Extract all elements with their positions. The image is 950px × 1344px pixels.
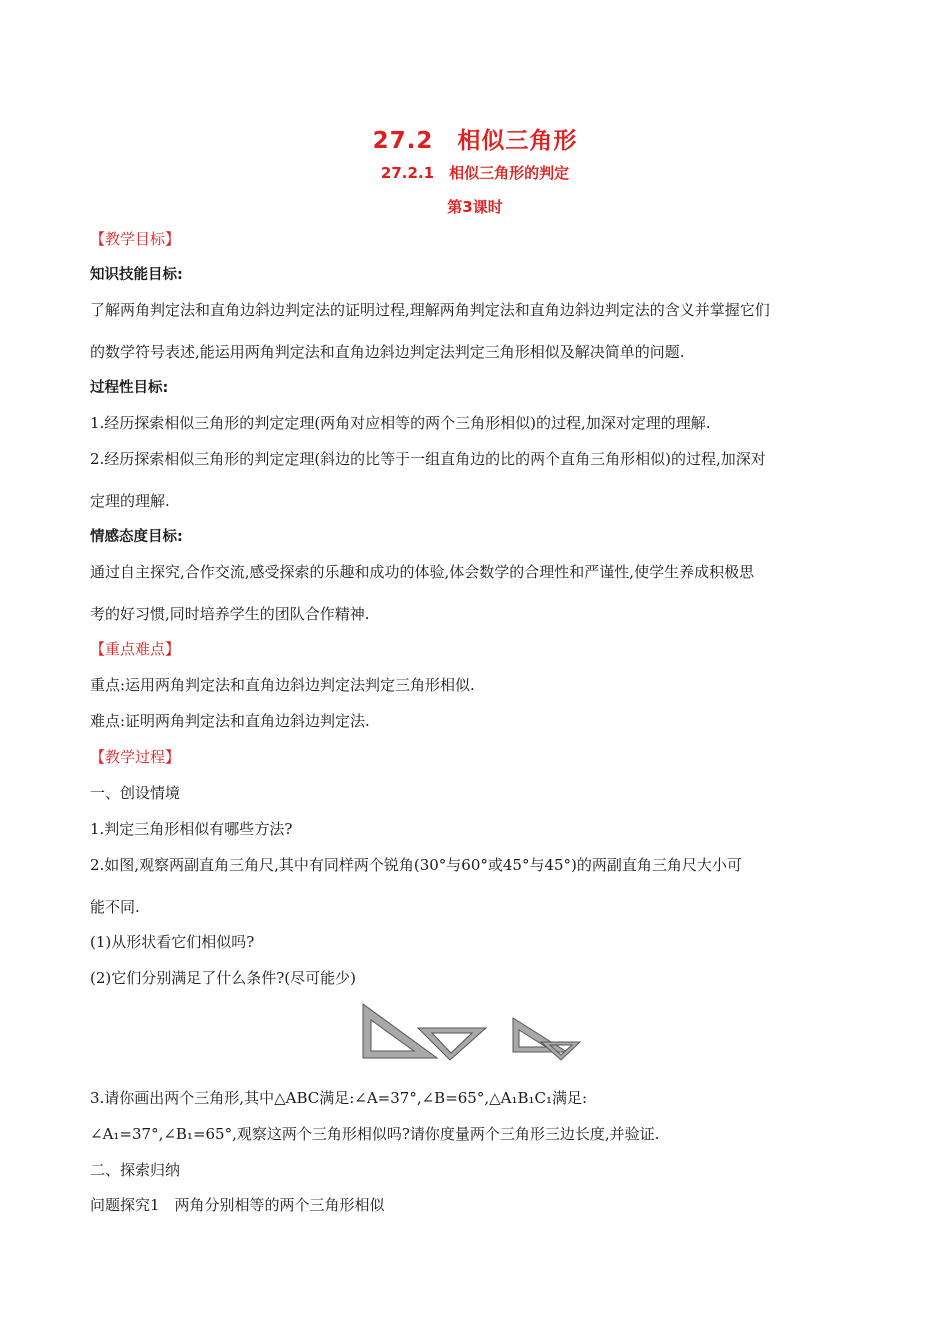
paragraph-line: 通过自主探究,合作交流,感受探索的乐趣和成功的体验,体会数学的合理性和严谨性,使学生养成积极思 — [90, 563, 755, 581]
subheading-knowledge-skill: 知识技能目标: — [90, 267, 183, 283]
paragraph-line: 能不同. — [90, 898, 140, 916]
heading-key-difficult-points: 【重点难点】 — [90, 640, 181, 658]
paragraph-line: (1)从形状看它们相似吗? — [90, 933, 255, 951]
paragraph-line: 问题探究1 两角分别相等的两个三角形相似 — [90, 1196, 385, 1214]
paragraph-line: 2.如图,观察两副直角三角尺,其中有同样两个锐角(30°与60°或45°与45°)的两副直角三角尺大小可 — [90, 856, 742, 874]
paragraph-line: ∠A₁=37°,∠B₁=65°,观察这两个三角形相似吗?请你度量两个三角形三边长度,并验证. — [90, 1125, 660, 1143]
paragraph-line: 1.判定三角形相似有哪些方法? — [90, 820, 293, 838]
paragraph-line: 1.经历探索相似三角形的判定定理(两角对应相等的两个三角形相似)的过程,加深对定理的理解. — [90, 414, 711, 432]
paragraph-line: 重点:运用两角判定法和直角边斜边判定法判定三角形相似. — [90, 676, 475, 694]
paragraph-line: 了解两角判定法和直角边斜边判定法的证明过程,理解两角判定法和直角边斜边判定法的含义并掌握它们 — [90, 301, 770, 319]
paragraph-line: 的数学符号表述,能运用两角判定法和直角边斜边判定法判定三角形相似及解决简单的问题. — [90, 343, 685, 361]
subheading-emotion-attitude: 情感态度目标: — [90, 529, 183, 545]
small-30-60-ruler-icon — [513, 1018, 567, 1052]
heading-teaching-objectives: 【教学目标】 — [90, 230, 181, 248]
paragraph-line: 3.请你画出两个三角形,其中△ABC满足:∠A=37°,∠B=65°,△A₁B₁C₁满足: — [90, 1089, 588, 1107]
subheading-process: 过程性目标: — [90, 380, 169, 396]
heading-teaching-process: 【教学过程】 — [90, 748, 181, 766]
paragraph-line: 一、创设情境 — [90, 784, 181, 802]
triangle-rulers-figure — [360, 1000, 590, 1070]
paragraph-line: 定理的理解. — [90, 492, 170, 510]
paragraph-line: 难点:证明两角判定法和直角边斜边判定法. — [90, 712, 370, 730]
subsection-title: 27.2.1 相似三角形的判定 — [380, 164, 570, 182]
section-title: 27.2 相似三角形 — [372, 128, 578, 154]
paragraph-line: 2.经历探索相似三角形的判定定理(斜边的比等于一组直角边的比的两个直角三角形相似)的过程,加深对 — [90, 450, 766, 468]
paragraph-line: 二、探索归纳 — [90, 1161, 181, 1179]
lesson-title: 第3课时 — [447, 198, 503, 216]
paragraph-line: 考的好习惯,同时培养学生的团队合作精神. — [90, 605, 370, 623]
paragraph-line: (2)它们分别满足了什么条件?(尽可能少) — [90, 969, 356, 987]
